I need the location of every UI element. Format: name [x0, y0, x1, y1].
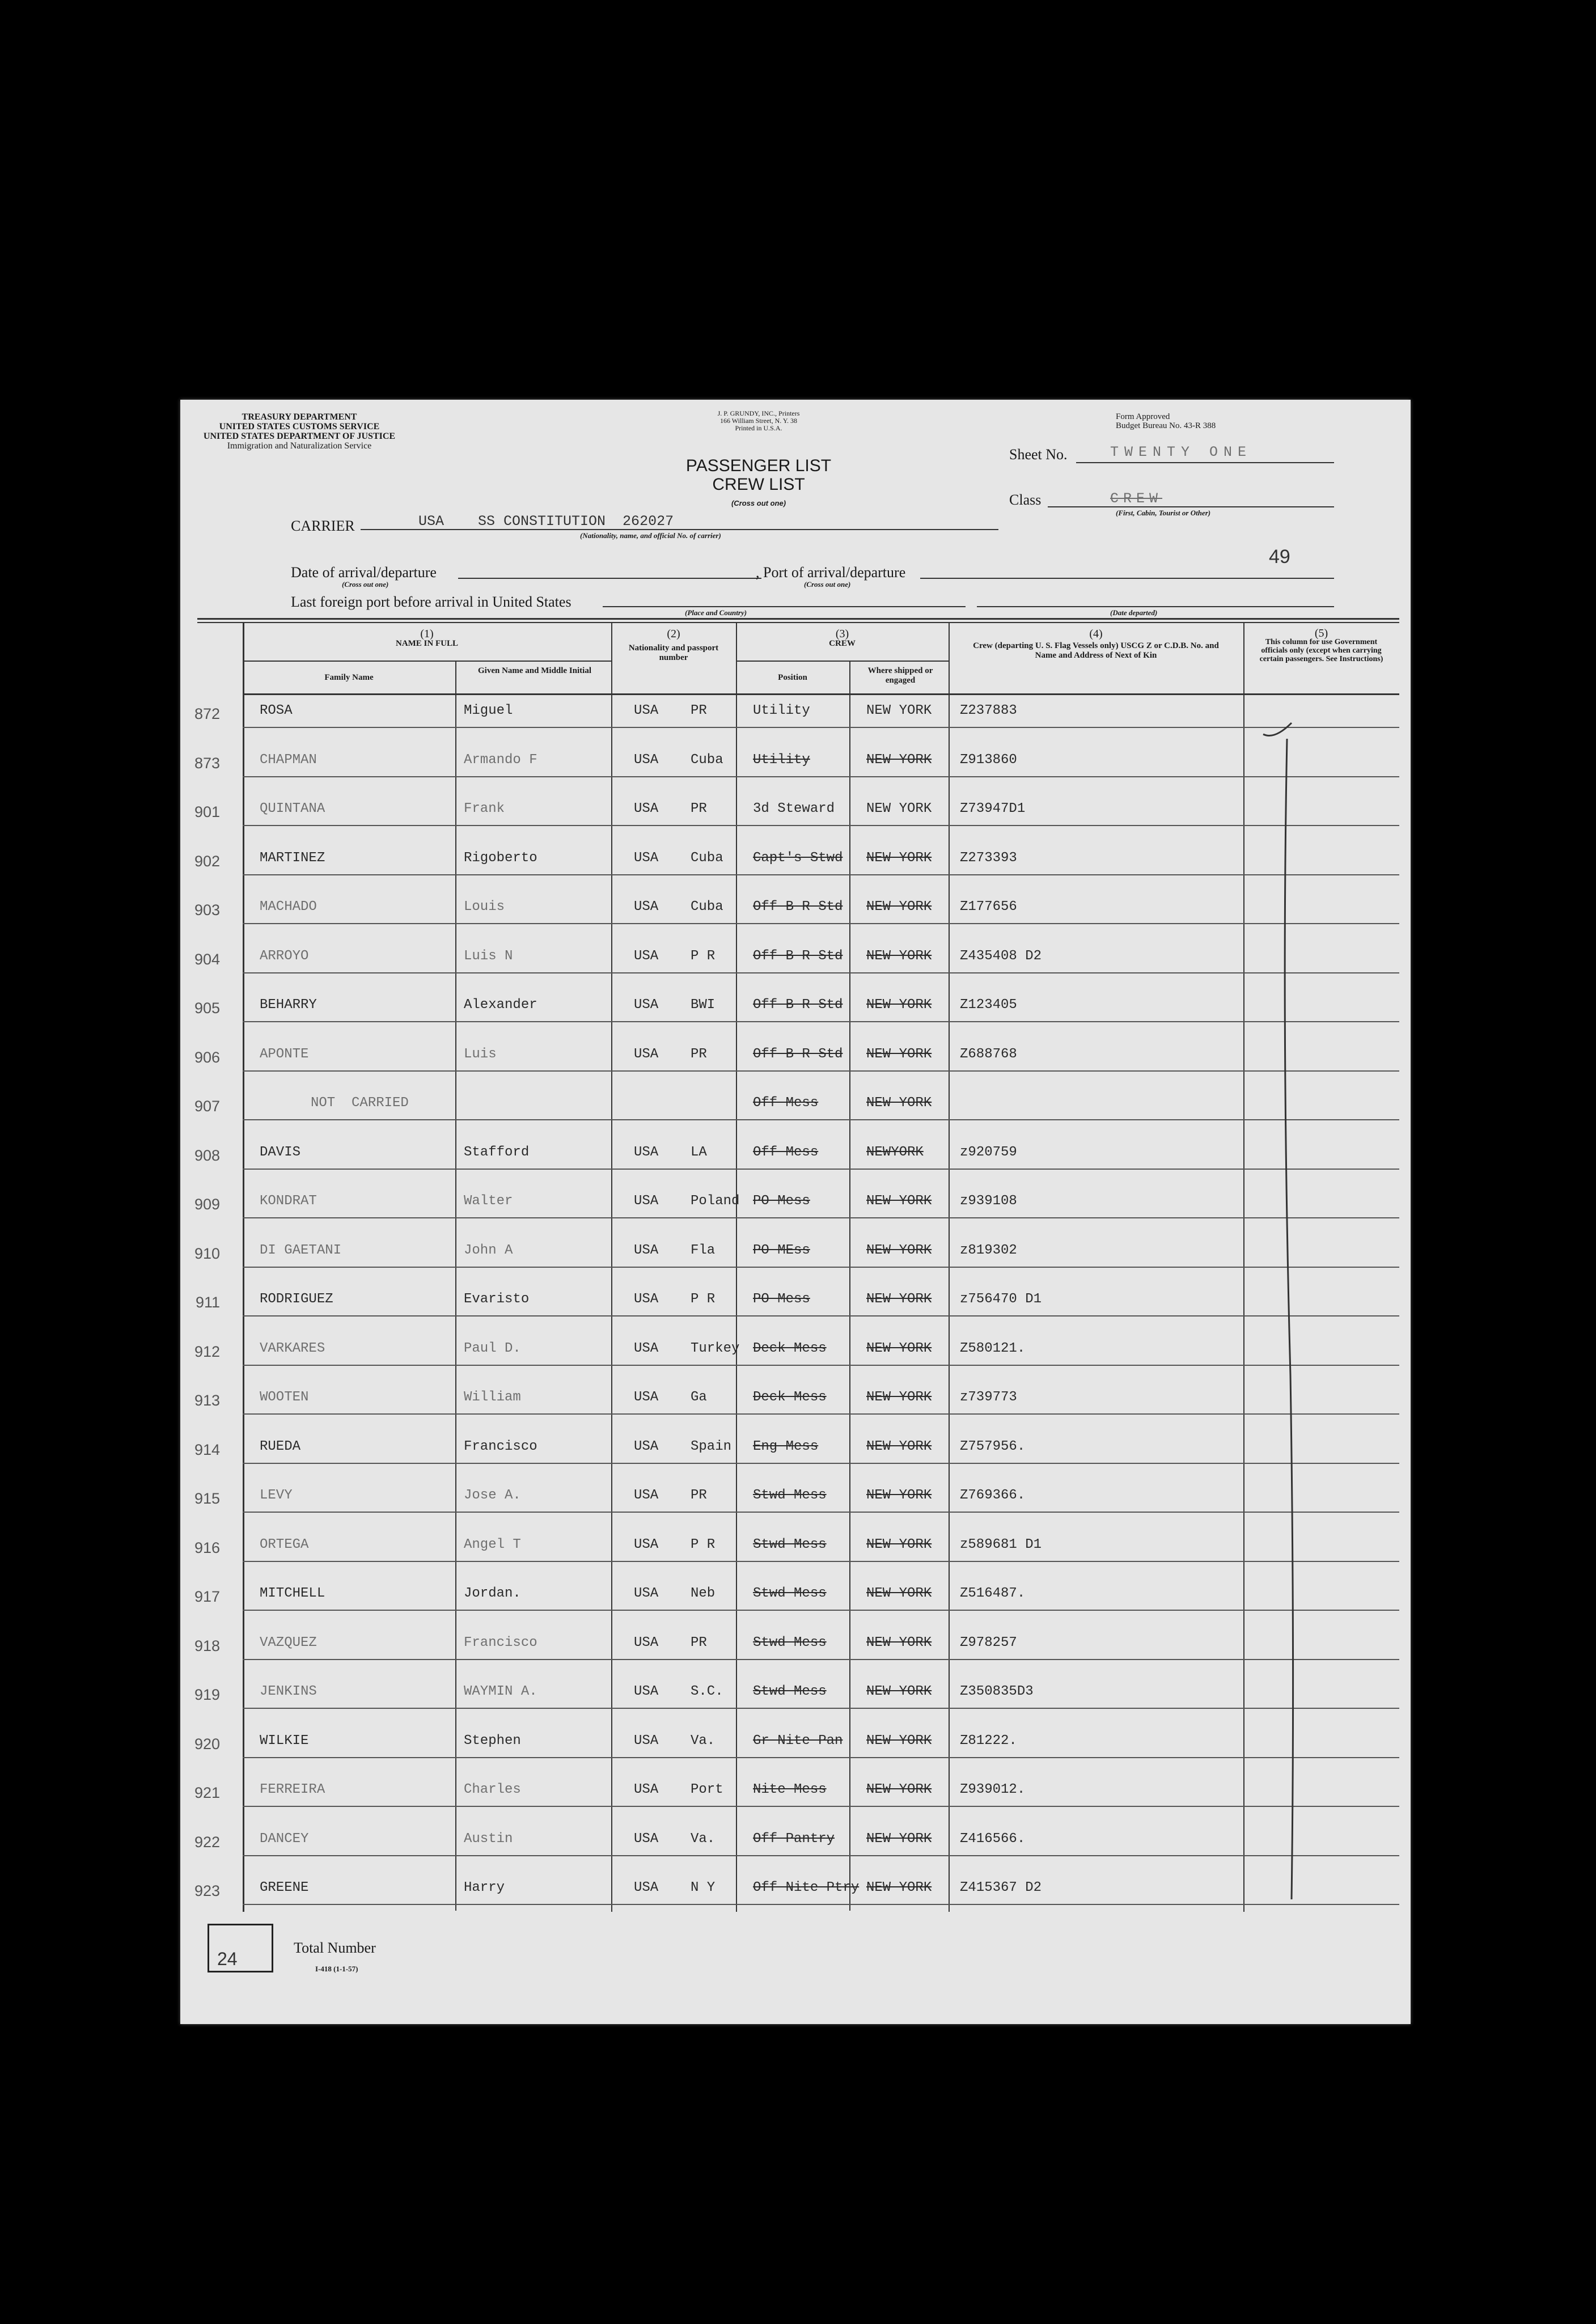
- row-rule: [243, 1267, 1399, 1268]
- row-pp-cell: Port: [691, 1782, 723, 1797]
- carrier-label: CARRIER: [291, 518, 355, 534]
- port-underline: [920, 578, 1334, 579]
- class-label: Class: [1009, 492, 1042, 508]
- row-number: 921: [194, 1784, 220, 1801]
- row-z-cell: Z81222.: [960, 1733, 1017, 1749]
- row-pp-cell: Cuba: [691, 899, 723, 915]
- row-pos-cell: Utility: [753, 752, 810, 768]
- title-crew-list: CREW LIST: [712, 475, 805, 494]
- row-pp-cell: P R: [691, 1536, 716, 1552]
- row-pp-cell: Poland: [691, 1193, 740, 1209]
- row-pos-cell: Gr Nite Pan: [753, 1733, 843, 1749]
- row-pos-cell: Off Mess: [753, 1095, 819, 1111]
- row-ship-cell: NEW YORK: [866, 703, 932, 718]
- row-pp-cell: Ga: [691, 1390, 707, 1405]
- row-rule: [243, 1070, 1399, 1072]
- row-rule: [243, 825, 1399, 826]
- row-nat-cell: USA: [634, 1046, 659, 1062]
- row-nat-cell: USA: [634, 1536, 659, 1552]
- row-number: 901: [194, 803, 220, 820]
- row-nat-cell: USA: [634, 1242, 659, 1258]
- row-number: 918: [194, 1637, 220, 1654]
- given-name-head: Given Name and Middle Initial: [477, 666, 592, 675]
- row-number: 923: [194, 1882, 220, 1899]
- official-check-mark: [1258, 695, 1337, 1914]
- row-number: 902: [194, 852, 220, 870]
- row-family-cell: BEHARRY: [260, 997, 317, 1013]
- row-rule: [243, 1757, 1399, 1758]
- row-pp-cell: Neb: [691, 1586, 716, 1601]
- col2-title: Nationality and passport number: [628, 644, 719, 662]
- row-rule: [243, 776, 1399, 777]
- row-z-cell: Z580121.: [960, 1340, 1026, 1356]
- carrier-underline: [361, 529, 998, 530]
- row-number: 904: [194, 950, 220, 968]
- row-z-cell: Z435408 D2: [960, 948, 1042, 964]
- row-rule: [243, 1561, 1399, 1562]
- row-ship-cell: NEW YORK: [866, 1782, 932, 1797]
- name-subhead-rule: [243, 661, 611, 662]
- row-pos-cell: 3d Steward: [753, 801, 835, 816]
- row-z-cell: Z237883: [960, 703, 1017, 718]
- row-pp-cell: Va.: [691, 1831, 716, 1847]
- row-pos-cell: Stwd Mess: [753, 1684, 827, 1699]
- row-rule: [243, 1610, 1399, 1611]
- sheet-underline: [1076, 462, 1334, 463]
- row-rule: [243, 972, 1399, 973]
- row-pos-cell: Utility: [753, 703, 810, 718]
- date-label: Date of arrival/departure: [291, 564, 437, 581]
- row-given-cell: Stafford: [464, 1144, 530, 1160]
- row-nat-cell: USA: [634, 1193, 659, 1209]
- row-given-cell: Armando F: [464, 752, 537, 768]
- position-head: Position: [778, 673, 807, 682]
- row-pos-cell: PO Mess: [753, 1292, 810, 1307]
- row-rule: [243, 1169, 1399, 1170]
- row-pos-cell: Eng Mess: [753, 1438, 819, 1454]
- col1-title: NAME IN FULL: [395, 639, 458, 648]
- row-nat-cell: USA: [634, 1586, 659, 1601]
- col2-head: [611, 629, 736, 663]
- row-nat-cell: USA: [634, 1438, 659, 1454]
- row-nat-cell: USA: [634, 801, 659, 816]
- row-family-cell: NOT CARRIED: [311, 1095, 409, 1111]
- class-value: CREW: [1110, 490, 1163, 507]
- row-given-cell: Jose A.: [464, 1488, 521, 1503]
- row-z-cell: Z73947D1: [960, 801, 1026, 816]
- row-rule: [243, 1413, 1399, 1415]
- row-number: 905: [194, 1000, 220, 1017]
- row-z-cell: z756470 D1: [960, 1292, 1042, 1307]
- row-pos-cell: Deck Mess: [753, 1390, 827, 1405]
- row-given-cell: Paul D.: [464, 1340, 521, 1356]
- row-family-cell: RODRIGUEZ: [260, 1292, 333, 1307]
- title-block: [668, 456, 849, 513]
- row-z-cell: Z757956.: [960, 1438, 1026, 1454]
- dept-line: TREASURY DEPARTMENT: [242, 412, 357, 422]
- row-number: 914: [194, 1441, 220, 1458]
- row-given-cell: Luis N: [464, 948, 513, 964]
- date-departed-note: (Date departed): [1110, 608, 1158, 617]
- row-number: 912: [194, 1343, 220, 1360]
- row-number: 915: [194, 1490, 220, 1507]
- row-ship-cell: NEW YORK: [866, 1586, 932, 1601]
- date-note: (Cross out one): [342, 580, 389, 589]
- total-box: [208, 1924, 273, 1972]
- row-ship-cell: NEW YORK: [866, 1831, 932, 1847]
- row-given-cell: WAYMIN A.: [464, 1684, 537, 1699]
- row-ship-cell: NEW YORK: [866, 752, 932, 768]
- crew-list-form: [180, 400, 1411, 2024]
- cross-out-note: (Cross out one): [731, 499, 786, 507]
- row-pp-cell: Cuba: [691, 752, 723, 768]
- row-rule: [243, 1021, 1399, 1022]
- row-family-cell: VAZQUEZ: [260, 1635, 317, 1650]
- row-ship-cell: NEW YORK: [866, 1095, 932, 1111]
- row-rule: [243, 1806, 1399, 1807]
- row-z-cell: Z416566.: [960, 1831, 1026, 1847]
- row-rule: [243, 1315, 1399, 1316]
- row-z-cell: Z939012.: [960, 1782, 1026, 1797]
- table-top-rule: [197, 618, 1399, 620]
- col1-head: [243, 629, 611, 649]
- shipped-head: Where shipped or engaged: [867, 666, 933, 685]
- col5-title: This column for use Government officials only (except when carrying certain passengers. See Instructions): [1259, 638, 1383, 663]
- row-given-cell: Miguel: [464, 703, 513, 718]
- row-number: 917: [194, 1588, 220, 1605]
- row-z-cell: Z978257: [960, 1635, 1017, 1650]
- port-note: (Cross out one): [804, 580, 851, 589]
- total-label: Total Number: [294, 1940, 376, 1956]
- last-port-label: Last foreign port before arrival in United States: [291, 594, 571, 610]
- row-z-cell: z739773: [960, 1390, 1017, 1405]
- row-family-cell: VARKARES: [260, 1340, 325, 1356]
- row-given-cell: Walter: [464, 1193, 513, 1209]
- header-bottom-rule: [243, 693, 1399, 695]
- row-pp-cell: PR: [691, 703, 707, 718]
- row-pp-cell: Cuba: [691, 850, 723, 866]
- row-family-cell: APONTE: [260, 1046, 309, 1062]
- row-rule: [243, 874, 1399, 875]
- row-family-cell: MARTINEZ: [260, 850, 325, 866]
- row-pos-cell: Off Mess: [753, 1144, 819, 1160]
- row-z-cell: Z273393: [960, 850, 1017, 866]
- date-underline: [458, 578, 761, 579]
- row-nat-cell: USA: [634, 1782, 659, 1797]
- row-pp-cell: P R: [691, 948, 716, 964]
- row-family-cell: KONDRAT: [260, 1193, 317, 1209]
- row-number: 913: [194, 1392, 220, 1409]
- col4-head: [949, 629, 1243, 661]
- dept-line: UNITED STATES CUSTOMS SERVICE: [219, 422, 380, 431]
- row-family-cell: ORTEGA: [260, 1536, 309, 1552]
- col4-title: Crew (departing U. S. Flag Vessels only) USCG Z or C.D.B. No. and Name and Address of Next of Kin: [973, 641, 1219, 660]
- row-given-cell: Francisco: [464, 1635, 537, 1650]
- row-nat-cell: USA: [634, 703, 659, 718]
- row-pos-cell: Stwd Mess: [753, 1488, 827, 1503]
- row-given-cell: Evaristo: [464, 1292, 530, 1307]
- row-family-cell: JENKINS: [260, 1684, 317, 1699]
- row-pp-cell: LA: [691, 1144, 707, 1160]
- col5-head: [1243, 629, 1399, 663]
- row-ship-cell: NEW YORK: [866, 1340, 932, 1356]
- row-number: 908: [194, 1146, 220, 1164]
- row-nat-cell: USA: [634, 1390, 659, 1405]
- row-given-cell: Jordan.: [464, 1586, 521, 1601]
- row-ship-cell: NEW YORK: [866, 948, 932, 964]
- row-family-cell: DAVIS: [260, 1144, 301, 1160]
- col3-head: [736, 629, 949, 649]
- row-z-cell: z939108: [960, 1193, 1017, 1209]
- class-note: (First, Cabin, Tourist or Other): [1116, 509, 1211, 517]
- row-nat-cell: USA: [634, 1684, 659, 1699]
- row-z-cell: z920759: [960, 1144, 1017, 1160]
- total-value: 24: [217, 1949, 238, 1969]
- row-number: 873: [194, 754, 220, 772]
- row-given-cell: Austin: [464, 1831, 513, 1847]
- row-family-cell: WOOTEN: [260, 1390, 309, 1405]
- row-family-cell: LEVY: [260, 1488, 293, 1503]
- row-ship-cell: NEW YORK: [866, 1438, 932, 1454]
- row-ship-cell: NEW YORK: [866, 1390, 932, 1405]
- row-number: 909: [194, 1196, 220, 1213]
- row-z-cell: Z688768: [960, 1046, 1017, 1062]
- row-ship-cell: NEW YORK: [866, 1488, 932, 1503]
- col5-number: (5): [1314, 627, 1328, 640]
- row-pp-cell: PR: [691, 1635, 707, 1650]
- row-given-cell: Luis: [464, 1046, 497, 1062]
- row-pos-cell: Off B R Std: [753, 899, 843, 915]
- row-given-cell: Francisco: [464, 1438, 537, 1454]
- row-nat-cell: USA: [634, 752, 659, 768]
- dept-line: UNITED STATES DEPARTMENT OF JUSTICE: [203, 431, 396, 441]
- row-pos-cell: Off B R Std: [753, 948, 843, 964]
- row-pp-cell: P R: [691, 1292, 716, 1307]
- row-family-cell: RUEDA: [260, 1438, 301, 1454]
- row-ship-cell: NEW YORK: [866, 801, 932, 816]
- row-pos-cell: Off B R Std: [753, 1046, 843, 1062]
- row-number: 907: [194, 1098, 220, 1115]
- row-given-cell: Rigoberto: [464, 850, 537, 866]
- row-family-cell: ARROYO: [260, 948, 309, 964]
- col3-number: (3): [835, 628, 849, 640]
- sheet-label: Sheet No.: [1009, 446, 1068, 463]
- row-pos-cell: Capt's Stwd: [753, 850, 843, 866]
- form-approved-block: [1116, 412, 1286, 430]
- printer-line: 166 William Street, N. Y. 38: [720, 417, 797, 425]
- form-code: I-418 (1-1-57): [315, 1965, 358, 1973]
- row-ship-cell: NEW YORK: [866, 1684, 932, 1699]
- row-given-cell: Louis: [464, 899, 505, 915]
- row-rule: [243, 1463, 1399, 1464]
- row-rule: [243, 1708, 1399, 1709]
- row-ship-cell: NEW YORK: [866, 1242, 932, 1258]
- row-nat-cell: USA: [634, 997, 659, 1013]
- last-port-underline: [603, 606, 966, 607]
- date-departed-underline: [977, 606, 1334, 607]
- row-pos-cell: Nite Mess: [753, 1782, 827, 1797]
- row-ship-cell: NEW YORK: [866, 1635, 932, 1650]
- row-pos-cell: Off Pantry: [753, 1831, 835, 1847]
- row-given-cell: Alexander: [464, 997, 537, 1013]
- page-number: 49: [1269, 546, 1290, 568]
- row-number: 920: [194, 1735, 220, 1752]
- row-pos-cell: Off Nite Ptry: [753, 1880, 860, 1895]
- crew-subhead-rule: [736, 661, 949, 662]
- row-family-cell: FERREIRA: [260, 1782, 325, 1797]
- row-nat-cell: USA: [634, 1733, 659, 1749]
- col3-title: CREW: [829, 639, 856, 648]
- row-ship-cell: NEW YORK: [866, 1880, 932, 1895]
- row-ship-cell: NEW YORK: [866, 1193, 932, 1209]
- row-given-cell: William: [464, 1390, 521, 1405]
- row-pos-cell: Stwd Mess: [753, 1635, 827, 1650]
- col2-number: (2): [667, 628, 680, 640]
- row-pp-cell: PR: [691, 801, 707, 816]
- row-pp-cell: PR: [691, 1488, 707, 1503]
- row-ship-cell: NEWYORK: [866, 1144, 924, 1160]
- row-z-cell: Z350835D3: [960, 1684, 1034, 1699]
- row-pp-cell: PR: [691, 1046, 707, 1062]
- row-pos-cell: PO MEss: [753, 1242, 810, 1258]
- printer-line: J. P. GRUNDY, INC., Printers: [717, 409, 800, 417]
- row-rule: [243, 1119, 1399, 1120]
- row-rule: [243, 727, 1399, 728]
- form-line: Form Approved: [1116, 412, 1170, 421]
- row-pp-cell: S.C.: [691, 1684, 723, 1699]
- col-divider-given: [455, 661, 456, 1911]
- row-number: 911: [195, 1294, 220, 1311]
- row-family-cell: MACHADO: [260, 899, 317, 915]
- row-nat-cell: USA: [634, 1880, 659, 1895]
- table-top-rule-2: [197, 622, 1399, 623]
- row-pp-cell: Va.: [691, 1733, 716, 1749]
- row-given-cell: Frank: [464, 801, 505, 816]
- row-family-cell: DANCEY: [260, 1831, 309, 1847]
- dept-line: Immigration and Naturalization Service: [227, 441, 372, 451]
- row-family-cell: ROSA: [260, 703, 293, 718]
- row-z-cell: z589681 D1: [960, 1536, 1042, 1552]
- row-ship-cell: NEW YORK: [866, 997, 932, 1013]
- row-z-cell: Z516487.: [960, 1586, 1026, 1601]
- place-note: (Place and Country): [685, 608, 747, 617]
- row-number: 903: [194, 901, 220, 918]
- row-given-cell: Charles: [464, 1782, 521, 1797]
- carrier-note: (Nationality, name, and official No. of carrier): [580, 531, 721, 540]
- row-given-cell: Stephen: [464, 1733, 521, 1749]
- row-pos-cell: Deck Mess: [753, 1340, 827, 1356]
- row-family-cell: MITCHELL: [260, 1586, 325, 1601]
- row-nat-cell: USA: [634, 899, 659, 915]
- row-nat-cell: USA: [634, 1831, 659, 1847]
- col4-number: (4): [1089, 628, 1103, 640]
- row-rule: [243, 1659, 1399, 1660]
- row-nat-cell: USA: [634, 1144, 659, 1160]
- printer-block: [691, 410, 827, 432]
- row-z-cell: z819302: [960, 1242, 1017, 1258]
- row-nat-cell: USA: [634, 1340, 659, 1356]
- row-z-cell: Z177656: [960, 899, 1017, 915]
- row-family-cell: QUINTANA: [260, 801, 325, 816]
- row-pp-cell: BWI: [691, 997, 716, 1013]
- row-pos-cell: Off B R Std: [753, 997, 843, 1013]
- row-rule: [243, 1365, 1399, 1366]
- row-rule: [243, 1217, 1399, 1218]
- row-z-cell: Z415367 D2: [960, 1880, 1042, 1895]
- title-passenger-list: PASSENGER LIST: [685, 456, 832, 475]
- row-ship-cell: NEW YORK: [866, 850, 932, 866]
- row-rule: [243, 1904, 1399, 1905]
- row-z-cell: Z769366.: [960, 1488, 1026, 1503]
- row-pp-cell: Turkey: [691, 1340, 740, 1356]
- row-rule: [243, 1512, 1399, 1513]
- row-family-cell: WILKIE: [260, 1733, 309, 1749]
- row-nat-cell: USA: [634, 948, 659, 964]
- row-family-cell: DI GAETANI: [260, 1242, 342, 1258]
- row-ship-cell: NEW YORK: [866, 1292, 932, 1307]
- row-ship-cell: NEW YORK: [866, 1733, 932, 1749]
- row-number: 906: [194, 1048, 220, 1066]
- row-number: 916: [194, 1539, 220, 1556]
- row-given-cell: Angel T: [464, 1536, 521, 1552]
- col1-number: (1): [420, 628, 434, 640]
- department-block: [197, 412, 401, 451]
- class-underline: [1048, 506, 1334, 507]
- row-nat-cell: USA: [634, 1635, 659, 1650]
- row-family-cell: GREENE: [260, 1880, 309, 1895]
- family-name-head: Family Name: [324, 673, 374, 682]
- row-pos-cell: Stwd Mess: [753, 1536, 827, 1552]
- row-number: 872: [194, 705, 220, 722]
- port-label: , Port of arrival/departure: [756, 564, 906, 581]
- row-nat-cell: USA: [634, 1488, 659, 1503]
- form-line: Budget Bureau No. 43-R 388: [1116, 421, 1216, 430]
- row-given-cell: John A: [464, 1242, 513, 1258]
- row-family-cell: CHAPMAN: [260, 752, 317, 768]
- sheet-value: TWENTY ONE: [1110, 444, 1252, 460]
- row-ship-cell: NEW YORK: [866, 1046, 932, 1062]
- row-nat-cell: USA: [634, 1292, 659, 1307]
- row-number: 910: [194, 1244, 220, 1262]
- row-rule: [243, 1855, 1399, 1856]
- row-pp-cell: Spain: [691, 1438, 732, 1454]
- row-rule: [243, 923, 1399, 924]
- row-pp-cell: N Y: [691, 1880, 716, 1895]
- printer-line: Printed in U.S.A.: [735, 424, 782, 432]
- carrier-value: USA SS CONSTITUTION 262027: [418, 513, 674, 530]
- row-pos-cell: PO Mess: [753, 1193, 810, 1209]
- row-z-cell: Z123405: [960, 997, 1017, 1013]
- row-pp-cell: Fla: [691, 1242, 716, 1258]
- row-ship-cell: NEW YORK: [866, 899, 932, 915]
- row-given-cell: Harry: [464, 1880, 505, 1895]
- col-divider-shipped: [849, 661, 850, 1911]
- row-pos-cell: Stwd Mess: [753, 1586, 827, 1601]
- row-z-cell: Z913860: [960, 752, 1017, 768]
- row-ship-cell: NEW YORK: [866, 1536, 932, 1552]
- row-nat-cell: USA: [634, 850, 659, 866]
- row-number: 922: [194, 1833, 220, 1851]
- row-number: 919: [194, 1686, 220, 1703]
